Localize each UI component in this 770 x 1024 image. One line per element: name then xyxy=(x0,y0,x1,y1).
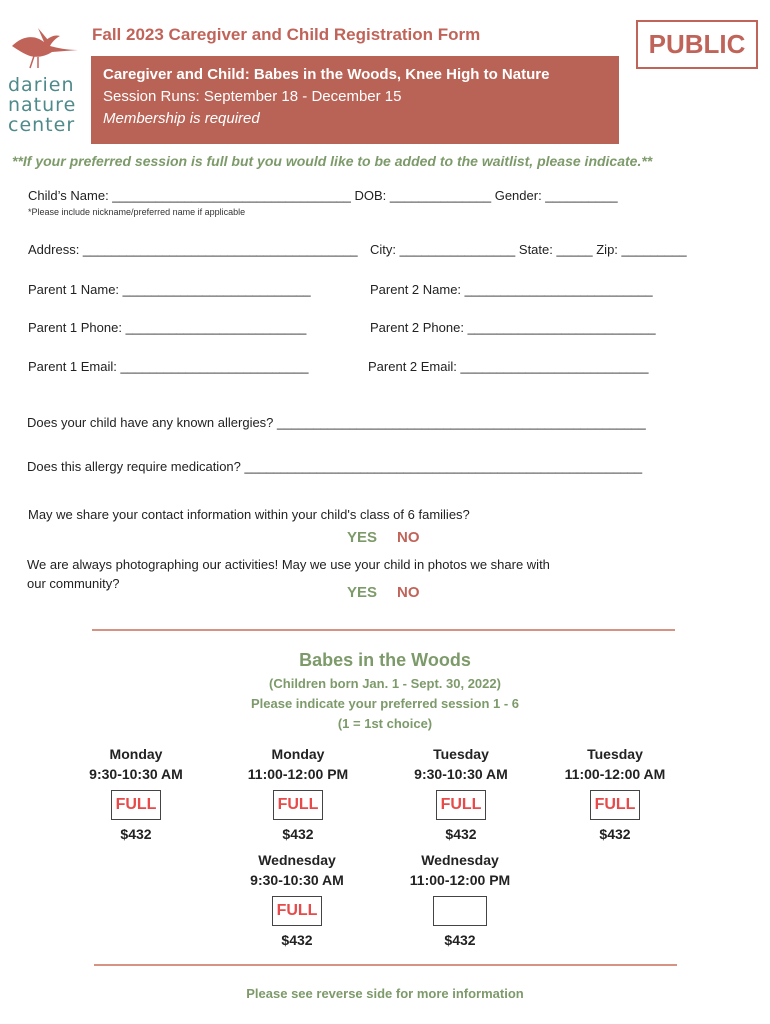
session-time: 9:30-10:30 AM xyxy=(414,766,508,782)
program-instruction: Please indicate your preferred session 1 - 6 xyxy=(250,696,520,711)
session-6 xyxy=(390,852,530,948)
session-choice-box[interactable]: FULL xyxy=(590,790,640,820)
session-time: 11:00-12:00 AM xyxy=(564,766,666,782)
session-time: 9:30-10:30 AM xyxy=(89,766,183,782)
session-day: Monday xyxy=(271,746,325,762)
session-day: Tuesday xyxy=(433,746,489,762)
nickname-note: *Please include nickname/preferred name if applicable xyxy=(28,207,246,217)
session-3 xyxy=(391,746,531,842)
photos-yes-option[interactable]: YES xyxy=(347,584,378,601)
session-time: 11:00-12:00 PM xyxy=(247,766,349,782)
session-price: $432 xyxy=(120,826,152,842)
session-price: $432 xyxy=(444,932,476,948)
share-contact-yes-option[interactable]: YES xyxy=(347,529,378,546)
share-contact-no-option[interactable]: NO xyxy=(397,529,420,546)
parent1-email-field[interactable]: Parent 1 Email: __________________________ xyxy=(28,359,309,374)
banner-membership: Membership is required xyxy=(103,110,260,127)
session-time: 9:30-10:30 AM xyxy=(250,872,344,888)
session-choice-box[interactable]: FULL xyxy=(436,790,486,820)
session-choice-box[interactable] xyxy=(433,896,487,926)
share-contact-question: May we share your contact information within your child's class of 6 families? xyxy=(28,507,470,522)
session-time: 11:00-12:00 PM xyxy=(409,872,511,888)
divider-top xyxy=(92,629,675,631)
logo xyxy=(8,26,88,135)
session-price: $432 xyxy=(281,932,313,948)
program-subtitle: (Children born Jan. 1 - Sept. 30, 2022) xyxy=(269,676,501,691)
public-badge: PUBLIC xyxy=(636,20,758,69)
footer-note: Please see reverse side for more information xyxy=(246,986,524,1001)
medication-field[interactable]: Does this allergy require medication? _______________________________________________________ xyxy=(27,459,643,474)
address-field[interactable]: Address: ______________________________________ xyxy=(28,242,358,257)
photos-question-line1: We are always photographing our activities! May we use your child in photos we share with xyxy=(27,557,550,572)
banner-program: Caregiver and Child: Babes in the Woods, Knee High to Nature xyxy=(103,66,550,83)
waitlist-note: **If your preferred session is full but you would like to be added to the waitlist, please indicate.** xyxy=(12,153,653,169)
session-banner xyxy=(91,56,619,144)
session-choice-box[interactable]: FULL xyxy=(111,790,161,820)
parent1-name-field[interactable]: Parent 1 Name: __________________________ xyxy=(28,282,311,297)
program-choice-note: (1 = 1st choice) xyxy=(337,716,433,731)
session-day: Tuesday xyxy=(587,746,643,762)
logo-line1: darien xyxy=(8,74,75,96)
child-name-field[interactable]: Child’s Name: _________________________________ DOB: ______________ Gender: __________ xyxy=(28,188,618,203)
session-price: $432 xyxy=(282,826,314,842)
session-day: Wednesday xyxy=(258,852,336,868)
session-day: Monday xyxy=(109,746,163,762)
session-price: $432 xyxy=(599,826,631,842)
logo-line2: nature xyxy=(8,94,77,116)
photos-no-option[interactable]: NO xyxy=(397,584,420,601)
program-title: Babes in the Woods xyxy=(299,650,471,670)
city-state-zip-field[interactable]: City: ________________ State: _____ Zip: _________ xyxy=(370,242,687,257)
parent2-phone-field[interactable]: Parent 2 Phone: __________________________ xyxy=(370,320,656,335)
session-choice-box[interactable]: FULL xyxy=(273,790,323,820)
parent2-email-field[interactable]: Parent 2 Email: __________________________ xyxy=(368,359,649,374)
banner-session-dates: Session Runs: September 18 - December 15 xyxy=(103,88,402,105)
allergies-field[interactable]: Does your child have any known allergies? ___________________________________________________ xyxy=(27,415,646,430)
divider-bottom xyxy=(94,964,677,966)
logo-line3: center xyxy=(8,114,76,136)
session-1 xyxy=(66,746,206,842)
parent2-name-field[interactable]: Parent 2 Name: __________________________ xyxy=(370,282,653,297)
session-day: Wednesday xyxy=(421,852,499,868)
form-title: Fall 2023 Caregiver and Child Registration Form xyxy=(92,25,481,44)
parent1-phone-field[interactable]: Parent 1 Phone: _________________________ xyxy=(28,320,307,335)
session-5 xyxy=(227,852,367,948)
session-4 xyxy=(545,746,685,842)
session-price: $432 xyxy=(445,826,477,842)
heron-logo-icon xyxy=(8,26,80,70)
session-2 xyxy=(228,746,368,842)
photos-question-line2: our community? xyxy=(27,576,120,591)
session-choice-box[interactable]: FULL xyxy=(272,896,322,926)
